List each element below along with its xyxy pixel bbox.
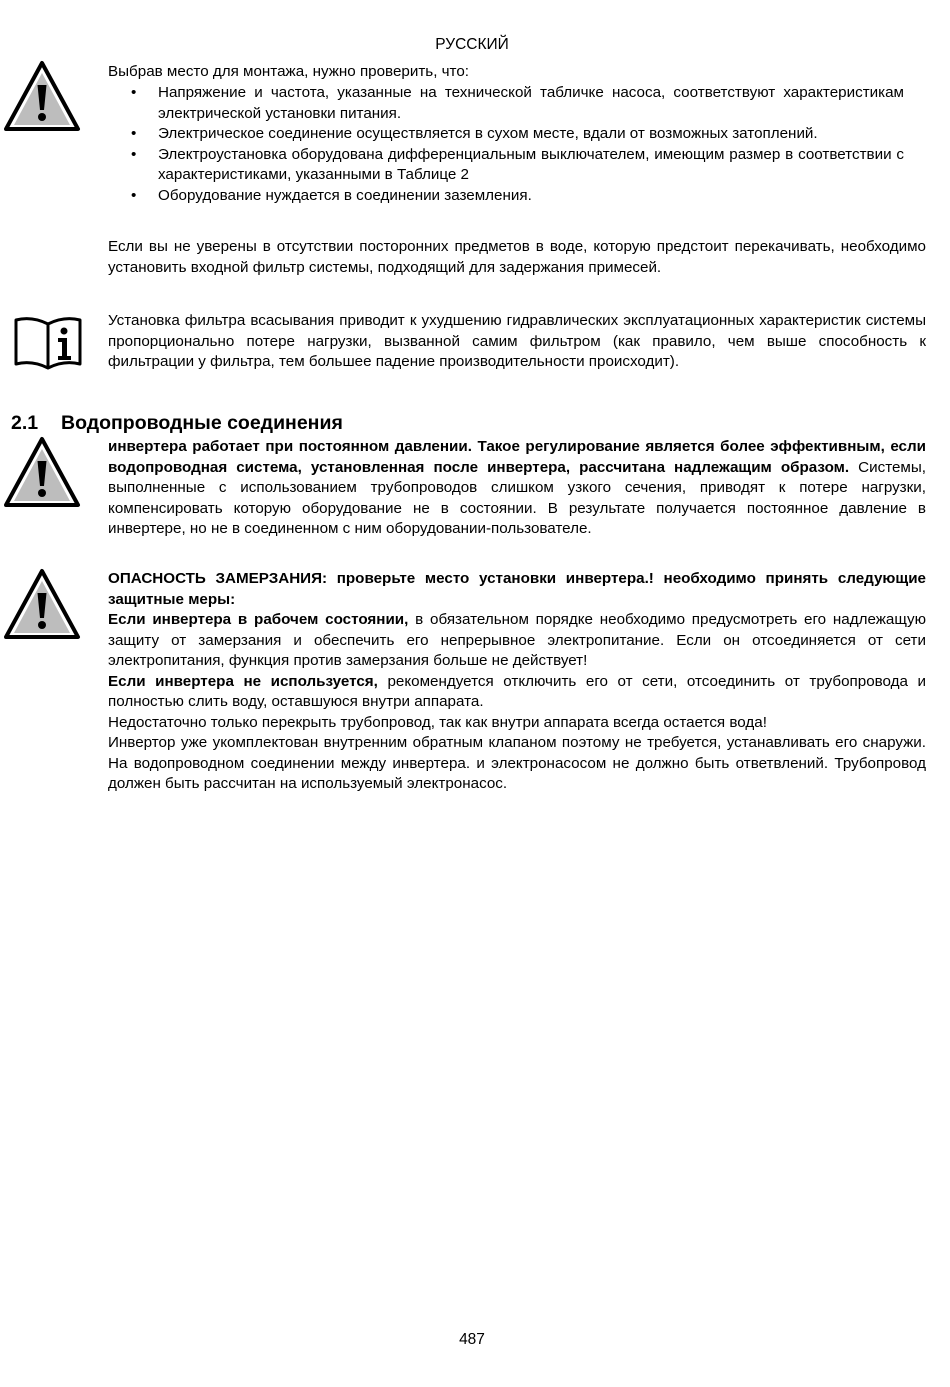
list-item: • Напряжение и частота, указанные на технической табличке насоса, соответствуют характеристикам электрической установки питания. — [131, 84, 904, 122]
intro-lead: Выбрав место для монтажа, нужно проверить, что: — [108, 63, 470, 80]
page-header-language: РУССКИЙ — [435, 36, 509, 53]
page-number: 487 — [459, 1331, 485, 1348]
section-title: Водопроводные соединения — [61, 412, 343, 434]
list-item: • Электрическое соединение осуществляется в сухом месте, вдали от возможных затоплений. — [131, 125, 818, 142]
filter-note: Если вы не уверены в отсутствии посторонних предметов в воде, которую предстоит перекачивать, необходимо установить входной фильтр системы, подходящий для задержания примесей. — [108, 238, 926, 276]
pipe-warning-paragraph: инвертера работает при постоянном давлении. Такое регулирование является более эффективным, если водопроводная система, установленная после инвертера, рассчитана надлежащим образом. Системы, выполненные с использованием трубопроводов слишком узкого сечения, приводят к потере нагрузки, компенсировать которую оборудование не в состоянии. В результате получается постоянное давление в инвертере, но не в соединенном с ним оборудовании-пользователе. — [108, 438, 927, 537]
manual-info-icon — [12, 314, 84, 374]
frost-warning-block — [108, 569, 926, 795]
list-item: • Оборудование нуждается в соединении заземления. — [131, 186, 532, 204]
frost-title: ОПАСНОСТЬ ЗАМЕРЗАНИЯ: проверьте место установки инвертера.! необходимо принять следующие защитные меры: — [108, 570, 926, 608]
list-item: • Электроустановка оборудована дифференциальным выключателем, имеющим размер в соответствии с характеристиками, указанными в Таблице 2 — [131, 145, 904, 183]
warning-triangle-icon — [3, 568, 81, 644]
info-note: Установка фильтра всасывания приводит к ухудшению гидравлических эксплуатационных характеристик системы пропорционально потере нагрузки, вызванной самим фильтром (как правило, чем выше способность к фильтрации у фильтра, тем большее падение производительности происходит). — [108, 312, 926, 370]
warning-triangle-icon — [3, 60, 81, 136]
section-number: 2.1 — [11, 412, 39, 434]
section-heading — [11, 412, 343, 435]
warning-triangle-icon — [3, 436, 81, 512]
requirements-checklist — [108, 83, 904, 206]
frost-working-paragraph: Если инвертера в рабочем состоянии, в обязательном порядке необходимо предусмотреть его надлежащую защиту от замерзания и обеспечить его непрерывное электропитание. Если он отсоединяется от сети электропитания, функция против замерзания больше не действует! — [108, 611, 926, 669]
frost-unused-paragraph: Если инвертера не используется, рекомендуется отключить его от сети, отсоединить от трубопровода и полностью слить воду, оставшуюся внутри аппарата. — [108, 672, 926, 710]
frost-check-valve: Инвертор уже укомплектован внутренним обратным клапаном поэтому не требуется, устанавливать его снаружи. На водопроводном соединении между инвертера. и электронасосом не должно быть ответвлений. Трубопровод должен быть рассчитан на используемый электронасос. — [108, 734, 926, 792]
frost-not-enough: Недостаточно только перекрыть трубопровод, так как внутри аппарата всегда остается вода! — [108, 713, 767, 731]
